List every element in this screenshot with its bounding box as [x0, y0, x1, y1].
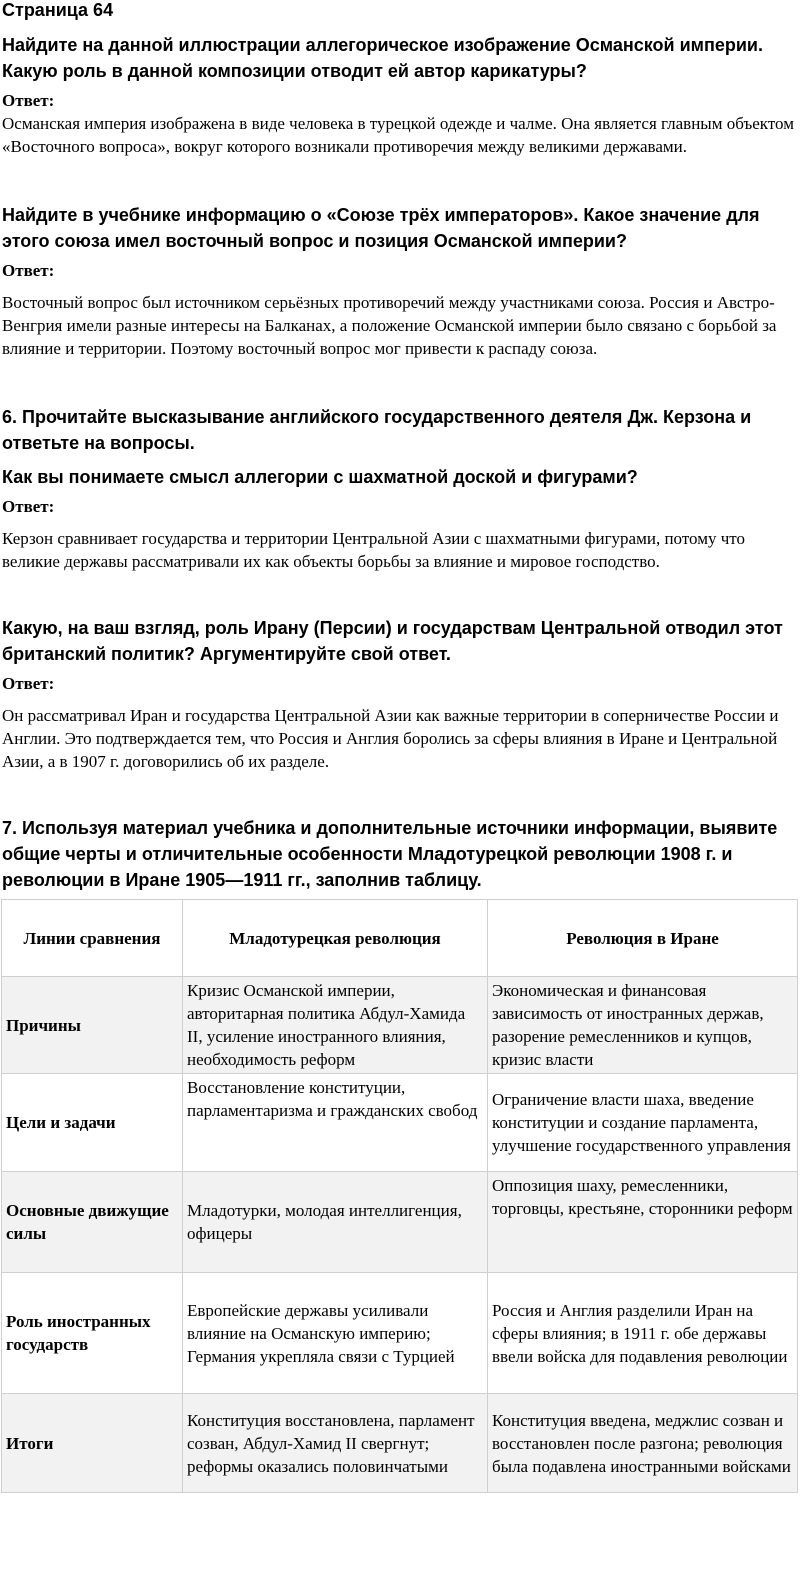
table-header-row [2, 900, 798, 977]
cell-turkey: Конституция восстановлена, парламент созван, Абдул-Хамид II свергнут; реформы оказались половинчатыми [183, 1394, 488, 1493]
task-6: 6. Прочитайте высказывание английского государственного деятеля Дж. Керзона и ответьте на вопросы. [2, 407, 752, 453]
table-row [2, 1172, 798, 1273]
table-row [2, 1074, 798, 1172]
row-label: Итоги [2, 1394, 183, 1493]
cell-turkey: Младотурки, молодая интеллигенция, офицеры [183, 1172, 488, 1273]
answer-label-4: Ответ: [2, 674, 55, 693]
task-7: 7. Используя материал учебника и дополнительные источники информации, выявите общие черты и отличительные особенности Младотурецкой революции 1908 г. и революции в Иране 1905—1911 гг., заполнив таблицу. [2, 818, 778, 890]
table-row [2, 1394, 798, 1493]
answer-label-1: Ответ: [2, 91, 55, 110]
cell-turkey: Европейские державы усиливали влияние на Османскую империю; Германия укрепляла связи с Турцией [183, 1273, 488, 1394]
row-label: Цели и задачи [2, 1074, 183, 1172]
answer-2: Восточный вопрос был источником серьёзных противоречий между участниками союза. Россия и Австро-Венгрия имели разные интересы на Балканах, а положение Османской империи было связано с борьбой за влияние и территории. Поэтому восточный вопрос мог привести к распаду союза. [2, 293, 777, 358]
answer-4: Он рассматривал Иран и государства Центральной Азии как важные территории в соперничестве России и Англии. Это подтверждается тем, что Россия и Англия боролись за сферы влияния в Иране и Центральной Азии, а в 1907 г. договорились об их разделе. [2, 706, 779, 771]
cell-turkey: Кризис Османской империи, авторитарная политика Абдул-Хамида II, усиление иностранного влияния, необходимость реформ [183, 977, 488, 1074]
cell-iran: Экономическая и финансовая зависимость от иностранных держав, разорение ремесленников и купцов, кризис власти [488, 977, 798, 1074]
cell-iran: Ограничение власти шаха, введение конституции и создание парламента, улучшение государственного управления [488, 1074, 798, 1172]
row-label: Основные движущие силы [2, 1172, 183, 1273]
table-header-lines: Линии сравнения [2, 900, 183, 977]
table-row [2, 1273, 798, 1394]
row-label: Причины [2, 977, 183, 1074]
answer-1: Османская империя изображена в виде человека в турецкой одежде и чалме. Она является главным объектом «Восточного вопроса», вокруг которого возникали противоречия между великими державами. [2, 114, 794, 156]
question-2: Найдите в учебнике информацию о «Союзе трёх императоров». Какое значение для этого союза имел восточный вопрос и позиция Османской империи? [2, 205, 760, 251]
cell-turkey: Восстановление конституции, парламентаризма и гражданских свобод [183, 1074, 488, 1172]
page-header: Страница 64 [2, 0, 114, 20]
answer-label-3: Ответ: [2, 497, 55, 516]
question-3: Как вы понимаете смысл аллегории с шахматной доской и фигурами? [2, 467, 638, 487]
table-row [2, 977, 798, 1074]
comparison-table [1, 899, 798, 1493]
answer-3: Керзон сравнивает государства и территории Центральной Азии с шахматными фигурами, потому что великие державы рассматривали их как объекты борьбы за влияние и мировое господство. [2, 529, 745, 571]
answer-label-2: Ответ: [2, 261, 55, 280]
cell-iran: Конституция введена, меджлис созван и восстановлен после разгона; революция была подавлена иностранными войсками [488, 1394, 798, 1493]
cell-iran: Оппозиция шаху, ремесленники, торговцы, крестьяне, сторонники реформ [488, 1172, 798, 1273]
question-4: Какую, на ваш взгляд, роль Ирану (Персии) и государствам Центральной отводил этот британский политик? Аргументируйте свой ответ. [2, 618, 783, 664]
table-header-turkey: Младотурецкая революция [183, 900, 488, 977]
row-label: Роль иностранных государств [2, 1273, 183, 1394]
cell-iran: Россия и Англия разделили Иран на сферы влияния; в 1911 г. обе державы ввели войска для подавления революции [488, 1273, 798, 1394]
question-1: Найдите на данной иллюстрации аллегорическое изображение Османской империи. Какую роль в данной композиции отводит ей автор карикатуры? [2, 35, 763, 81]
table-header-iran: Революция в Иране [488, 900, 798, 977]
